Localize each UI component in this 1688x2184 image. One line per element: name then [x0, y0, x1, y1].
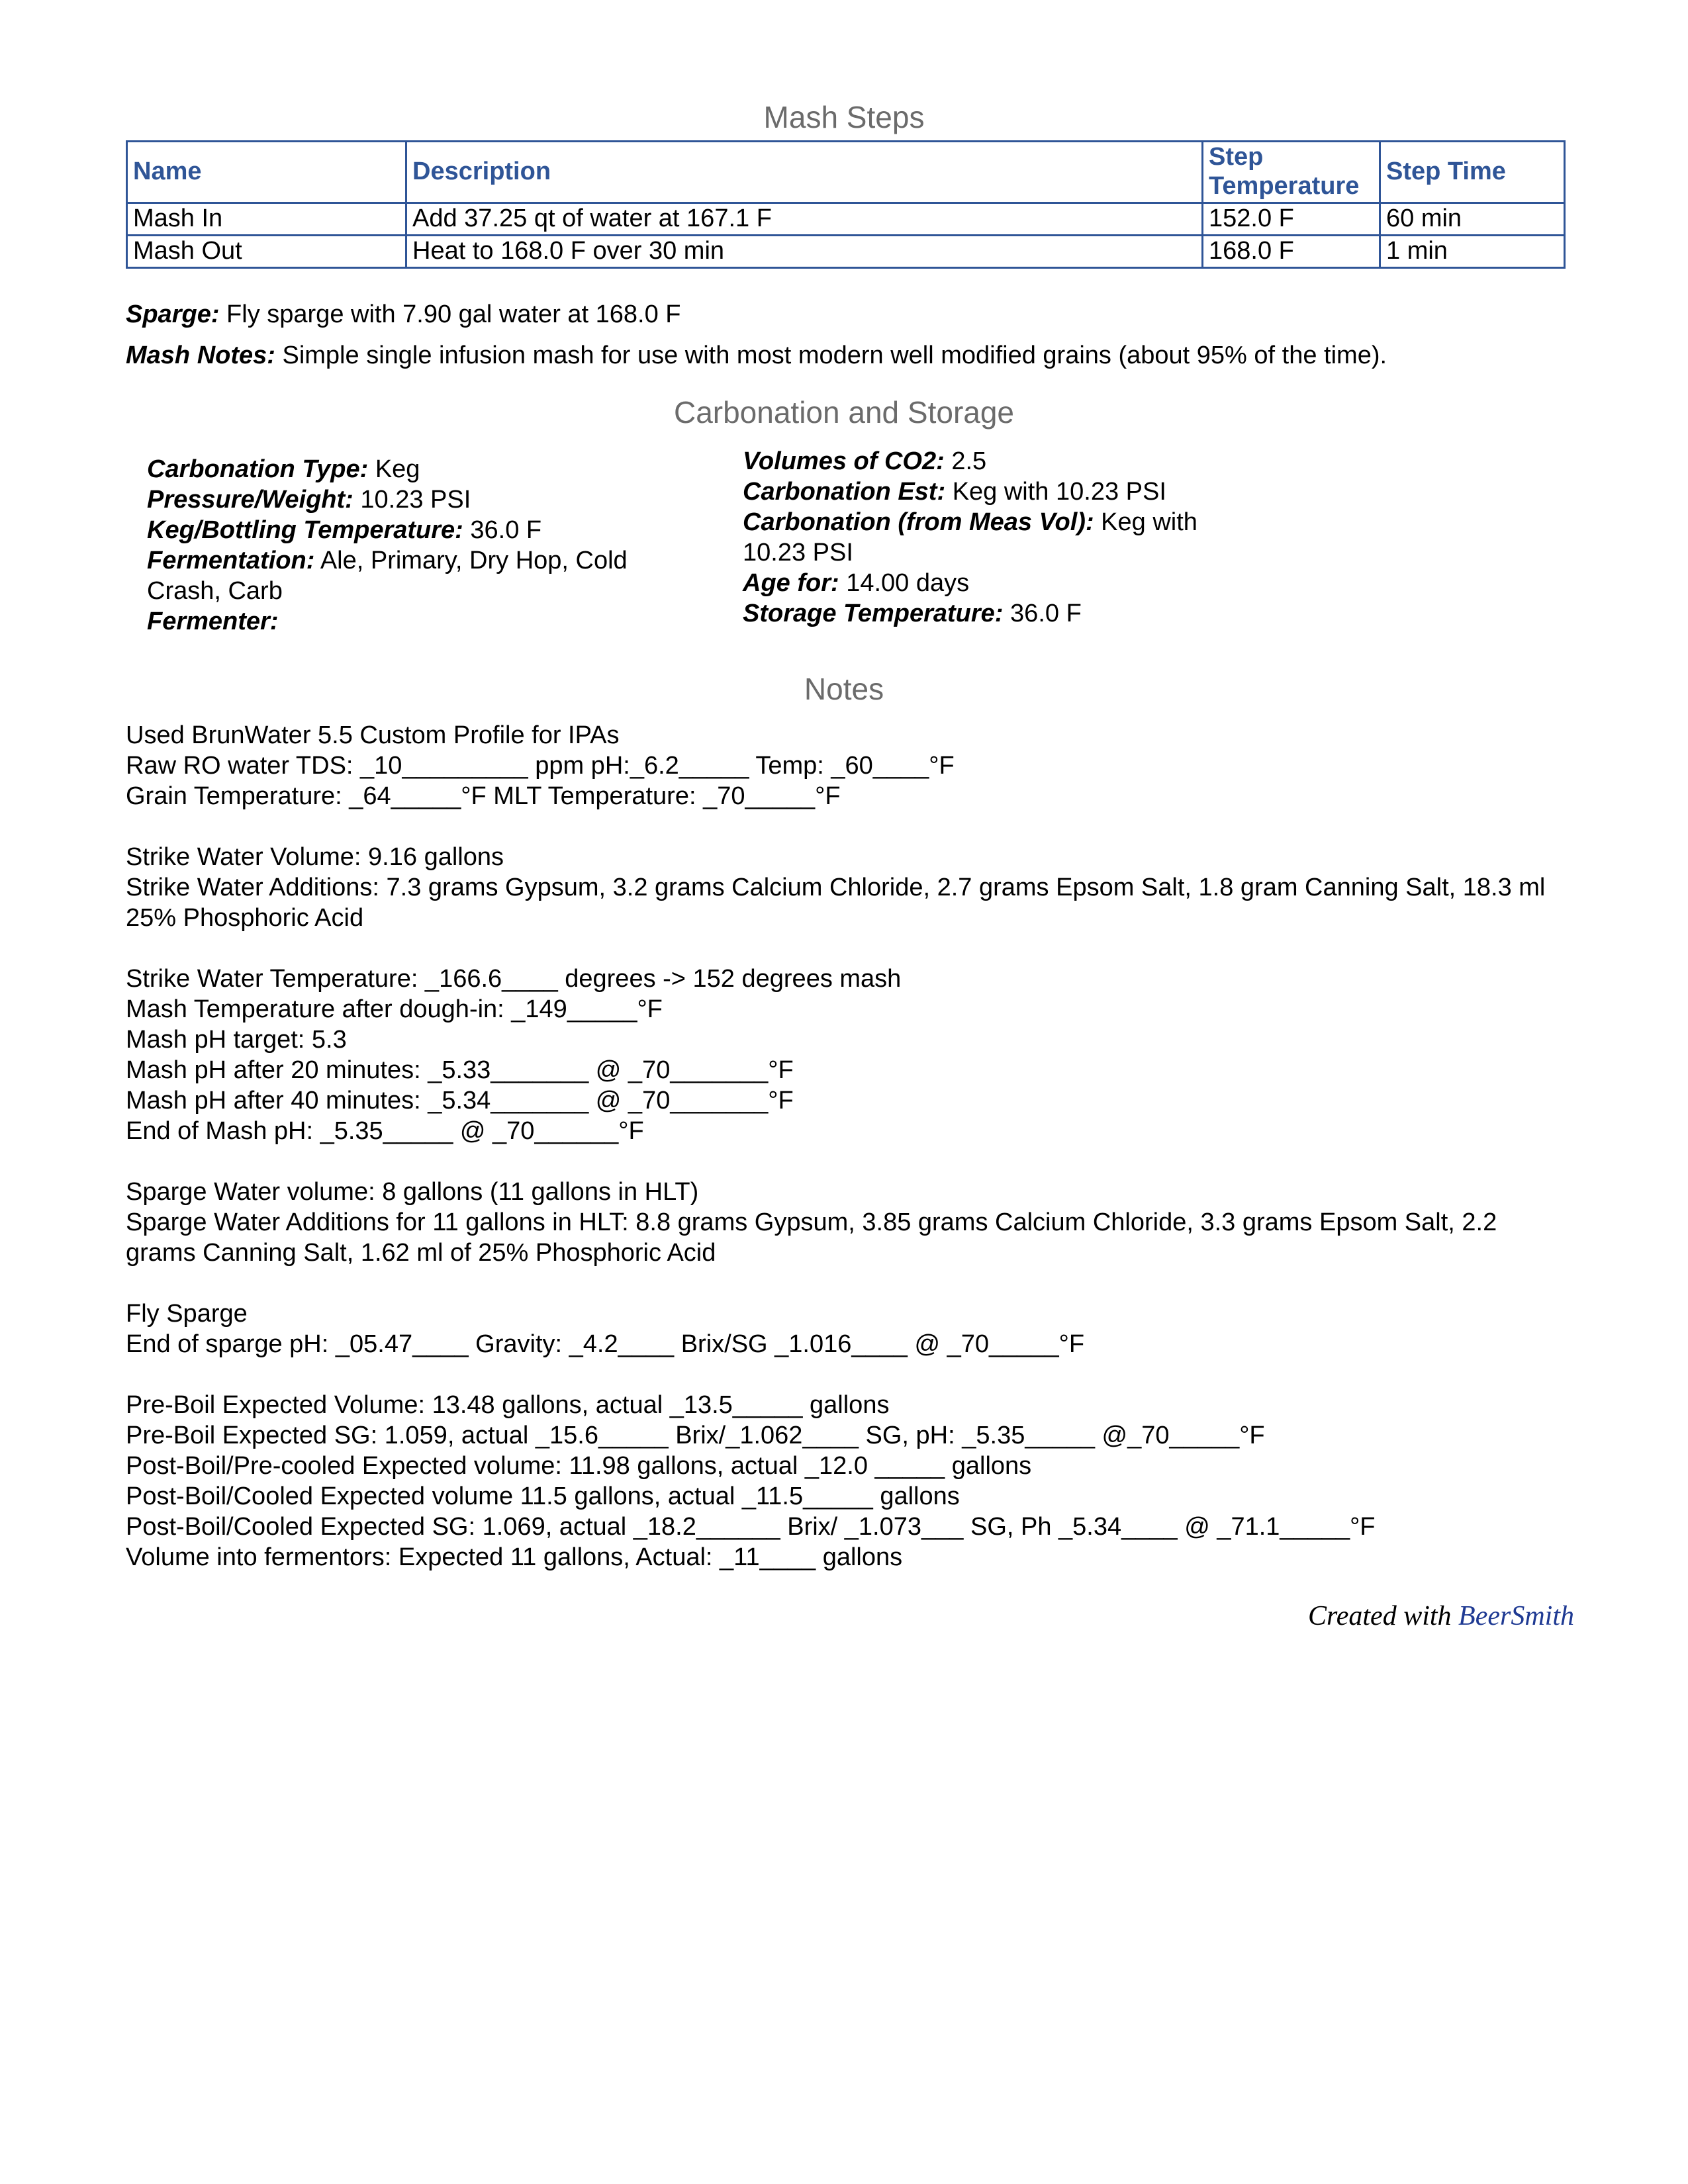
- field-value: 2.5: [951, 447, 987, 475]
- volumes-of-co2: [743, 446, 1246, 477]
- field-label: Fermenter:: [147, 608, 279, 635]
- cell-name: Mash Out: [127, 236, 406, 268]
- note-spacer: [126, 1268, 1562, 1298]
- sparge-value: Fly sparge with 7.90 gal water at 168.0 F: [226, 300, 681, 328]
- header-name: Name: [127, 142, 406, 203]
- field-value: Keg with 10.23 PSI: [952, 478, 1166, 506]
- note-line: Strike Water Volume: 9.16 gallons: [126, 843, 504, 871]
- notes-body: [126, 720, 1562, 1572]
- table-header-row: [127, 142, 1565, 203]
- credit-prefix: Created with: [1307, 1601, 1459, 1631]
- storage-temperature: [743, 598, 1246, 629]
- field-label: Carbonation Est:: [743, 478, 946, 506]
- header-step-temperature: Step Temperature: [1203, 142, 1380, 203]
- note-line: Sparge Water Additions for 11 gallons in HLT: 8.8 grams Gypsum, 3.85 grams Calcium Chloride, 3.3 grams Epsom Salt, 2.2 grams Canning Salt, 1.62 ml of 25% Phosphoric Acid: [126, 1208, 1497, 1267]
- field-value: 14.00 days: [846, 569, 970, 597]
- note-line: Used BrunWater 5.5 Custom Profile for IPAs: [126, 721, 620, 749]
- note-line: Mash Temperature after dough-in: _149_____°F: [126, 995, 663, 1023]
- fermenter: [147, 606, 677, 637]
- credit-brand-link[interactable]: BeerSmith: [1458, 1601, 1574, 1631]
- note-line: Volume into fermentors: Expected 11 gallons, Actual: _11____ gallons: [126, 1543, 903, 1571]
- note-spacer: [126, 811, 1562, 842]
- field-label: Age for:: [743, 569, 839, 597]
- field-label: Fermentation:: [147, 547, 315, 574]
- field-value: Keg with 10.23 PSI: [743, 508, 1197, 567]
- mash-notes-label: Mash Notes:: [126, 341, 275, 369]
- note-line: Strike Water Temperature: _166.6____ degrees -> 152 degrees mash: [126, 965, 902, 993]
- field-value: Keg: [375, 455, 420, 483]
- carbonation-from-meas-vol: [743, 507, 1246, 568]
- cell-description: Add 37.25 qt of water at 167.1 F: [406, 203, 1203, 236]
- note-line: Pre-Boil Expected Volume: 13.48 gallons, actual _13.5_____ gallons: [126, 1391, 890, 1419]
- note-line: Sparge Water volume: 8 gallons (11 gallons in HLT): [126, 1178, 699, 1206]
- note-line: Post-Boil/Pre-cooled Expected volume: 11.98 gallons, actual _12.0 _____ gallons: [126, 1452, 1032, 1480]
- header-step-time: Step Time: [1380, 142, 1565, 203]
- table-row: [127, 203, 1565, 236]
- note-line: Grain Temperature: _64_____°F MLT Temperature: _70_____°F: [126, 782, 841, 810]
- cell-temperature: 168.0 F: [1203, 236, 1380, 268]
- note-spacer: [126, 1359, 1562, 1390]
- carbonation-left-column: [147, 454, 677, 637]
- mash-steps-title: Mash Steps: [763, 100, 925, 134]
- note-line: Post-Boil/Cooled Expected volume 11.5 gallons, actual _11.5_____ gallons: [126, 1482, 960, 1510]
- carbonation-est: [743, 477, 1246, 507]
- field-value: Ale, Primary, Dry Hop, Cold Crash, Carb: [147, 547, 628, 605]
- mash-notes-line: [126, 340, 1387, 371]
- field-value: 36.0 F: [1010, 600, 1082, 627]
- carbonation-title: Carbonation and Storage: [673, 395, 1015, 430]
- keg-bottling-temperature: [147, 515, 677, 545]
- age-for: [743, 568, 1246, 598]
- field-value: 10.23 PSI: [360, 486, 471, 514]
- notes-title: Notes: [804, 672, 884, 706]
- field-label: Storage Temperature:: [743, 600, 1004, 627]
- table-row: [127, 236, 1565, 268]
- note-line: Mash pH after 20 minutes: _5.33_______ @ _70_______°F: [126, 1056, 794, 1084]
- created-with-credit: [1308, 1600, 1574, 1632]
- field-label: Pressure/Weight:: [147, 486, 353, 514]
- note-line: Mash pH after 40 minutes: _5.34_______ @ _70_______°F: [126, 1087, 794, 1115]
- cell-description: Heat to 168.0 F over 30 min: [406, 236, 1203, 268]
- cell-name: Mash In: [127, 203, 406, 236]
- carbonation-type: [147, 454, 677, 484]
- carbonation-right-column: [743, 446, 1246, 629]
- note-spacer: [126, 933, 1562, 964]
- note-line: Raw RO water TDS: _10_________ ppm pH:_6.2_____ Temp: _60____°F: [126, 752, 955, 780]
- cell-time: 60 min: [1380, 203, 1565, 236]
- field-label: Carbonation (from Meas Vol):: [743, 508, 1094, 536]
- field-label: Keg/Bottling Temperature:: [147, 516, 463, 544]
- note-line: Mash pH target: 5.3: [126, 1026, 347, 1054]
- cell-time: 1 min: [1380, 236, 1565, 268]
- note-line: End of Mash pH: _5.35_____ @ _70______°F: [126, 1117, 644, 1145]
- note-line: Post-Boil/Cooled Expected SG: 1.069, actual _18.2______ Brix/ _1.073___ SG, Ph _5.34____ @ _71.1_____°F: [126, 1513, 1376, 1541]
- mash-notes-value: Simple single infusion mash for use with most modern well modified grains (about 95% of the time).: [282, 341, 1387, 369]
- field-value: 36.0 F: [470, 516, 542, 544]
- field-label: Carbonation Type:: [147, 455, 369, 483]
- field-label: Volumes of CO2:: [743, 447, 945, 475]
- header-description: Description: [406, 142, 1203, 203]
- note-line: Strike Water Additions: 7.3 grams Gypsum, 3.2 grams Calcium Chloride, 2.7 grams Epsom Salt, 1.8 gram Canning Salt, 18.3 ml 25% Phosphoric Acid: [126, 874, 1546, 932]
- note-line: Fly Sparge: [126, 1300, 248, 1328]
- note-spacer: [126, 1146, 1562, 1177]
- note-line: End of sparge pH: _05.47____ Gravity: _4.2____ Brix/SG _1.016____ @ _70_____°F: [126, 1330, 1085, 1358]
- sparge-line: [126, 299, 681, 330]
- note-line: Pre-Boil Expected SG: 1.059, actual _15.6_____ Brix/_1.062____ SG, pH: _5.35_____ @_70_____°F: [126, 1422, 1265, 1449]
- cell-temperature: 152.0 F: [1203, 203, 1380, 236]
- fermentation: [147, 545, 677, 606]
- mash-steps-table: [126, 140, 1566, 269]
- sparge-label: Sparge:: [126, 300, 220, 328]
- pressure-weight: [147, 484, 677, 515]
